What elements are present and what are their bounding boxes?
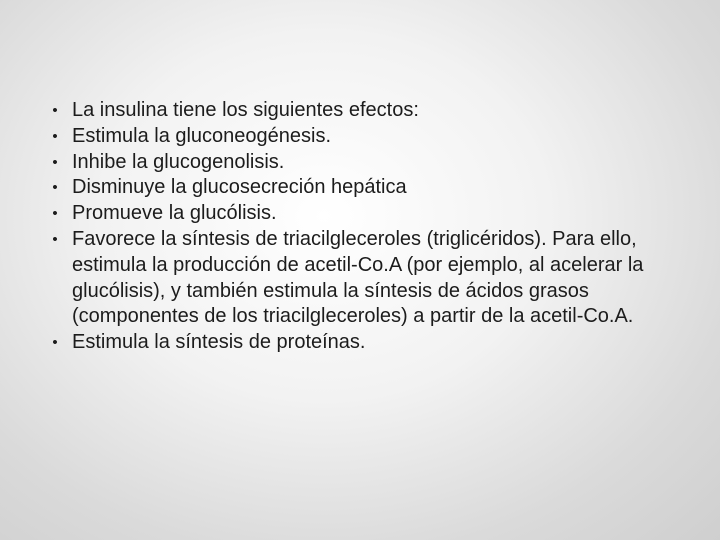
bullet-icon: • <box>52 179 58 197</box>
list-item-text: Inhibe la glucogenolisis. <box>72 150 285 173</box>
list-item <box>50 124 690 150</box>
bullet-icon: • <box>52 102 58 119</box>
bullet-icon: • <box>52 230 58 248</box>
list-item-text: La insulina tiene los siguientes efectos: <box>72 99 419 121</box>
bullet-list <box>50 98 690 356</box>
list-item-text: Favorece la síntesis de triacilgleceroles (triglicéridos). Para ello, estimula la producción de acetil-Co.A (por ejemplo, al acelerar la glucólisis), y también estimula la síntesis de ácidos grasos (componentes de los triacilgleceroles) a partir de la acetil-Co.A. <box>72 227 644 328</box>
list-item-text: Disminuye la glucosecreción hepática <box>72 176 407 199</box>
list-item <box>50 98 690 124</box>
bullet-icon: • <box>52 153 58 171</box>
list-item <box>50 201 690 227</box>
list-item <box>50 150 690 176</box>
bullet-icon: • <box>52 205 58 223</box>
bullet-icon: • <box>52 334 58 352</box>
list-item <box>50 330 690 356</box>
list-item <box>50 175 690 201</box>
list-item-text: Estimula la síntesis de proteínas. <box>72 331 366 354</box>
list-item <box>50 227 690 330</box>
bullet-icon: • <box>52 127 58 145</box>
list-item-text: Promueve la glucólisis. <box>72 202 277 225</box>
list-item-text: Estimula la gluconeogénesis. <box>72 124 332 147</box>
